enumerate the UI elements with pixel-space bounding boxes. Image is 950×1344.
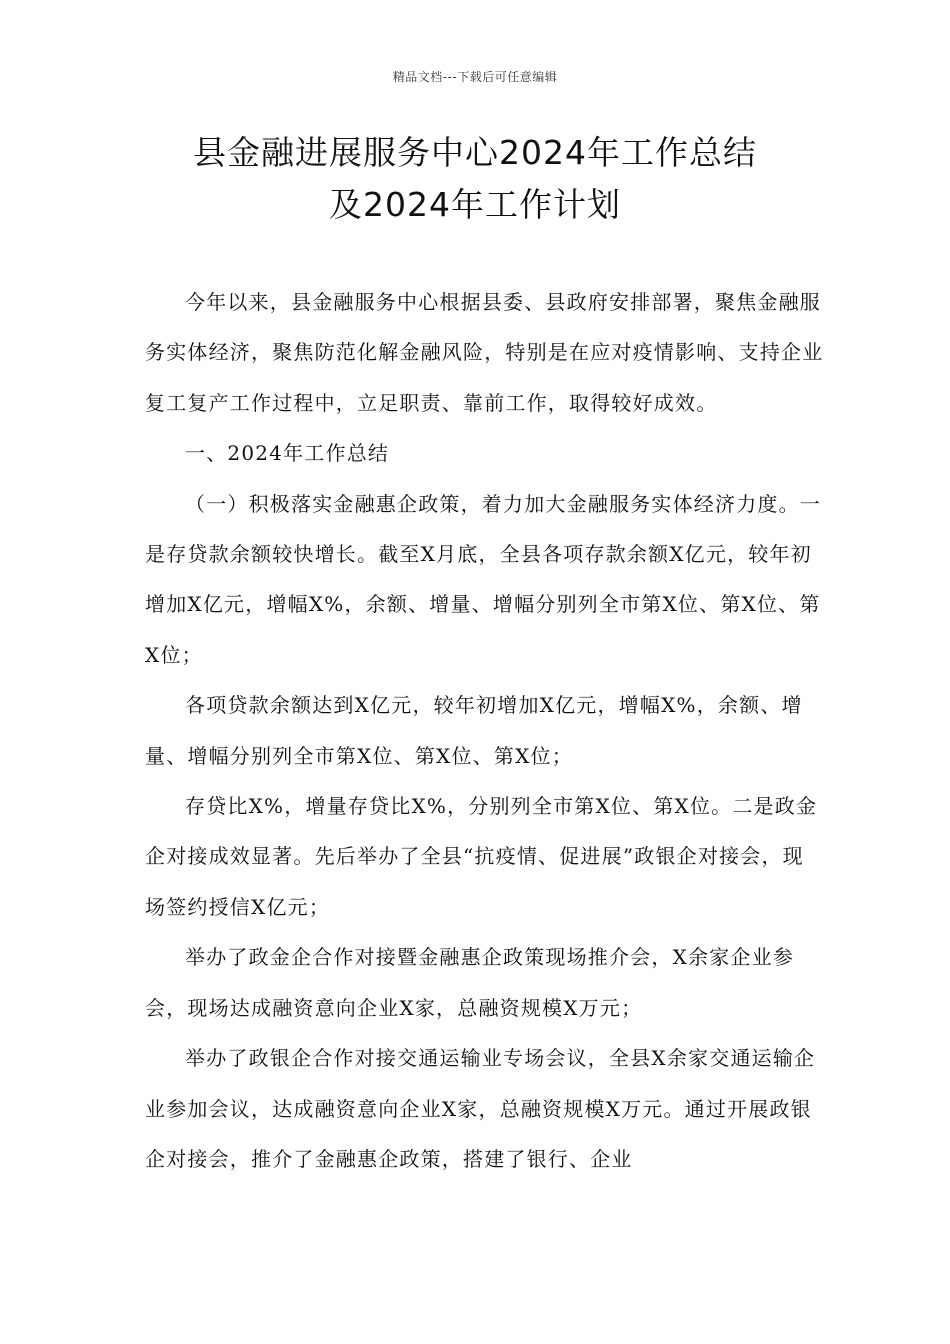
document-body <box>145 277 825 1184</box>
paragraph-intro: 今年以来，县金融服务中心根据县委、县政府安排部署，聚焦金融服务实体经济，聚焦防范化解金融风险，特别是在应对疫情影响、支持企业复工复产工作过程中，立足职责、靠前工作，取得较好成效。 <box>145 290 824 415</box>
paragraph-deposit-loan-ratio: 存贷比X%，增量存贷比X%，分别列全市第X位、第X位。二是政金企对接成效显著。先后举办了全县“抗疫情、促进展”政银企对接会，现场签约授信X亿元； <box>145 794 818 919</box>
paragraph-loans: 各项贷款余额达到X亿元，较年初增加X亿元，增幅X%，余额、增量、增幅分别列全市第X位、第X位、第X位； <box>145 693 803 768</box>
paragraph-promotion-meeting: 举办了政金企合作对接暨金融惠企政策现场推介会，X余家企业参会，现场达成融资意向企业X家，总融资规模X万元； <box>145 945 795 1020</box>
paragraph-subsection-1: （一）积极落实金融惠企政策，着力加大金融服务实体经济力度。一是存贷款余额较快增长。截至X月底，全县各项存款余额X亿元，较年初增加X亿元，增幅X%，余额、增量、增幅分别列全市第X位、第X位、第X位； <box>145 491 821 667</box>
document-title-line-1: 县金融进展服务中心2024年工作总结 <box>193 133 757 172</box>
section-heading: 一、2024年工作总结 <box>185 441 390 466</box>
header-note: 精品文档---下载后可任意编辑 <box>392 70 558 84</box>
paragraph-transport-meeting: 举办了政银企合作对接交通运输业专场会议，全县X余家交通运输企业参加会议，达成融资意向企业X家，总融资规模X万元。通过开展政银企对接会，推介了金融惠企政策，搭建了银行、企业 <box>145 1046 816 1171</box>
document-title-line-2: 及2024年工作计划 <box>329 185 621 224</box>
